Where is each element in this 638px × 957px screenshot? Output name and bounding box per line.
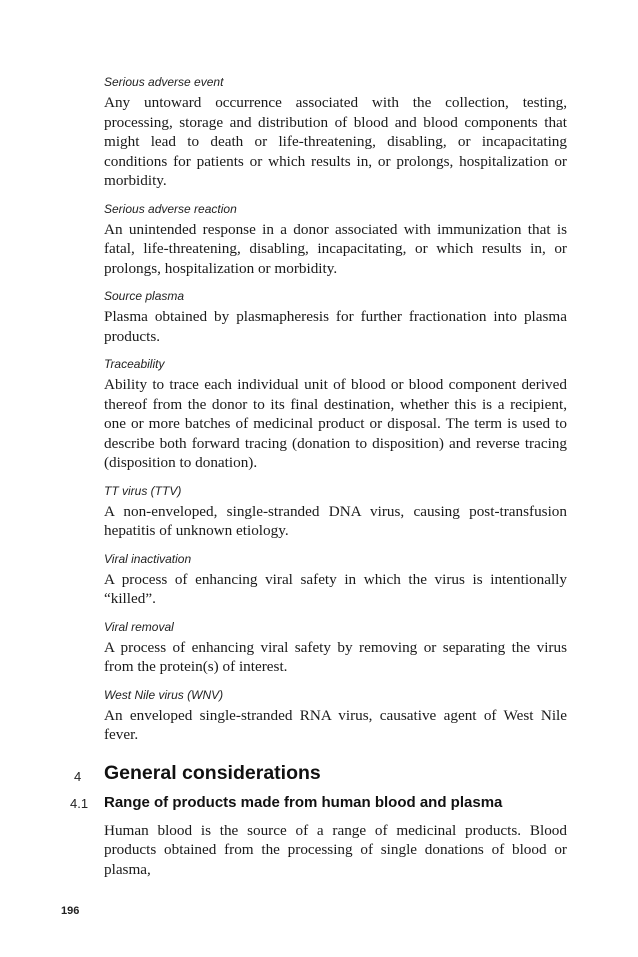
page-number: 196 bbox=[61, 905, 80, 917]
body-paragraph: Human blood is the source of a range of medicinal products. Blood products obtained from the processing of single donations of blood or plasma, bbox=[104, 821, 567, 878]
definition-entry bbox=[104, 289, 567, 346]
definition-term: Source plasma bbox=[104, 289, 185, 303]
definition-entry bbox=[104, 202, 567, 279]
definition-text: An unintended response in a donor associated with immunization that is fatal, life-threatening, disabling, incapacitating, or which results in, or prolongs, hospitalization or morbidity. bbox=[104, 220, 567, 277]
definition-term: Traceability bbox=[104, 357, 165, 371]
subsection-title: Range of products made from human blood and plasma bbox=[104, 793, 503, 811]
definition-entry bbox=[104, 620, 567, 677]
definition-term: Serious adverse reaction bbox=[104, 201, 237, 216]
definition-text: A non-enveloped, single-stranded DNA virus, causing post-transfusion hepatitis of unknown etiology. bbox=[104, 502, 567, 539]
definition-entry bbox=[104, 552, 567, 609]
definition-text: A process of enhancing viral safety by removing or separating the virus from the protein(s) of interest. bbox=[104, 638, 567, 675]
definition-entry bbox=[104, 75, 567, 191]
definition-entry bbox=[104, 357, 567, 473]
section-heading bbox=[74, 761, 567, 785]
subsection-number: 4.1 bbox=[70, 795, 89, 811]
subsection-heading bbox=[70, 793, 567, 813]
definition-term: West Nile virus (WNV) bbox=[104, 687, 224, 702]
definition-entry bbox=[104, 484, 567, 541]
definition-text: A process of enhancing viral safety in which the virus is intentionally “killed”. bbox=[104, 570, 567, 607]
section-number: 4 bbox=[74, 768, 82, 784]
definition-text: Plasma obtained by plasmapheresis for further fractionation into plasma products. bbox=[104, 308, 567, 345]
definition-text: Ability to trace each individual unit of blood or blood component derived thereof from the donor to its final destination, whether this is a recipient, one or more batches of medicinal product or disposal. The term is used to describe both forward tracing (donation to disposition) and reverse tracing (disposition to donation). bbox=[104, 376, 567, 471]
section-title: General considerations bbox=[104, 761, 321, 784]
definition-term: Serious adverse event bbox=[104, 75, 224, 89]
definition-text: Any untoward occurrence associated with the collection, testing, processing, storage and distribution of blood and blood components that might lead to death or life-threatening, disabling, or incapacitating conditions for patients or which results in, or prolongs, hospitalization or morbidity. bbox=[104, 94, 567, 189]
definition-term: TT virus (TTV) bbox=[104, 483, 182, 498]
text-column bbox=[70, 75, 567, 890]
definition-text: An enveloped single-stranded RNA virus, causative agent of West Nile fever. bbox=[104, 706, 567, 743]
definition-entry bbox=[104, 688, 567, 745]
definition-term: Viral inactivation bbox=[104, 551, 192, 566]
definition-term: Viral removal bbox=[104, 619, 174, 634]
